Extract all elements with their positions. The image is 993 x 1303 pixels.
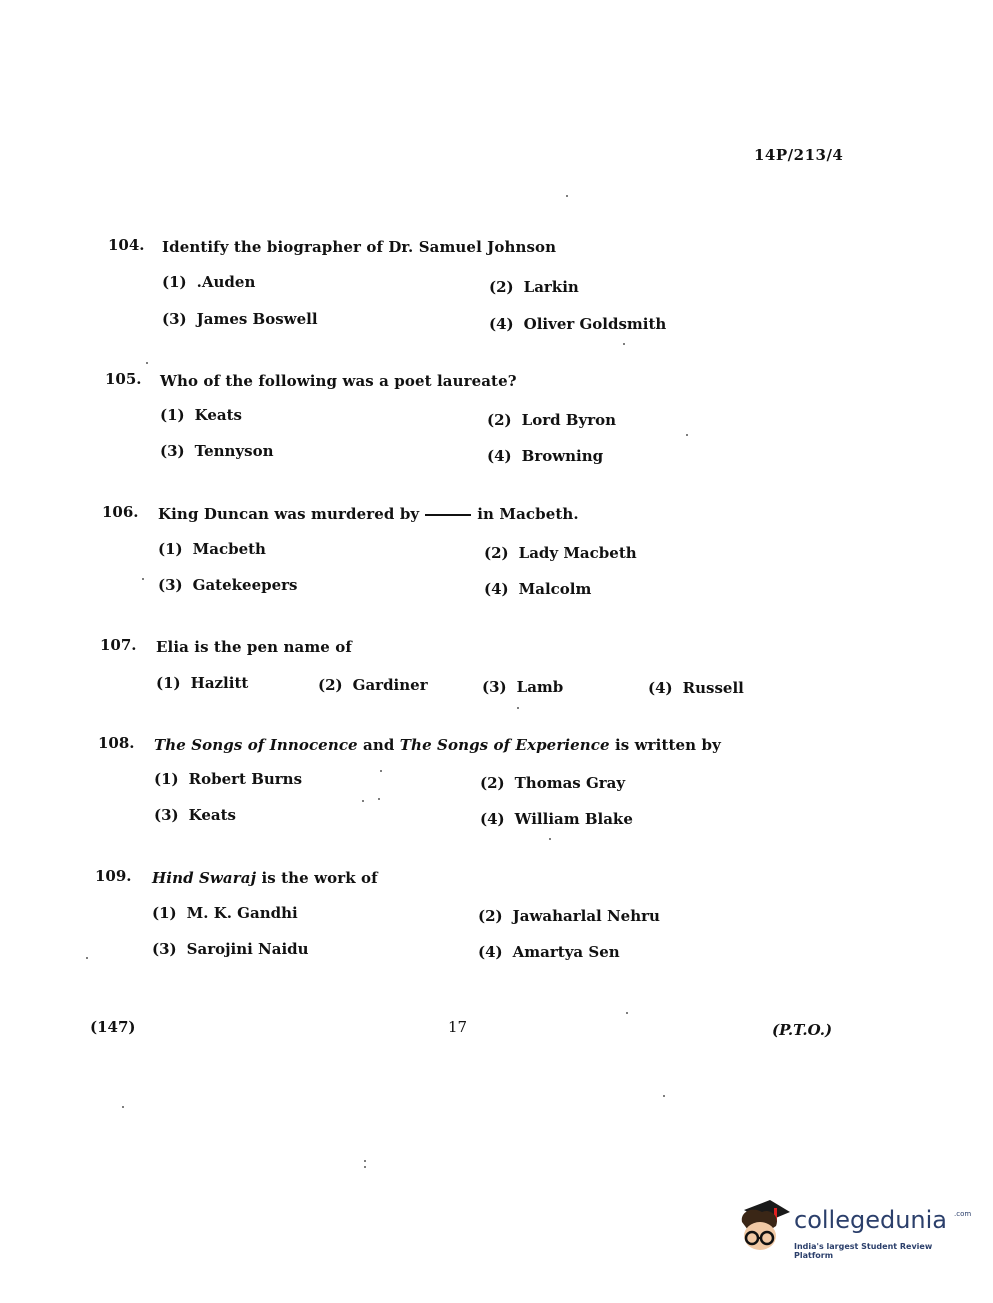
option-3 [154, 806, 236, 824]
option-2 [480, 774, 625, 792]
option-1 [154, 770, 302, 788]
option-number: (1) [156, 674, 181, 692]
question-text-before: King Duncan was murdered by [158, 505, 420, 523]
option-text: Thomas Gray [514, 774, 626, 792]
paper-code: 14P/213/4 [754, 146, 844, 164]
option-text: Lady Macbeth [518, 544, 637, 562]
scan-speck [142, 578, 144, 580]
option-1 [160, 406, 242, 424]
option-text: Amartya Sen [512, 943, 620, 961]
mascot-icon [736, 1196, 792, 1256]
option-1 [152, 904, 298, 922]
option-number: (3) [154, 806, 179, 824]
option-3 [158, 576, 298, 594]
question-number: 107. [100, 636, 137, 654]
question-text-after: is the work of [261, 869, 378, 887]
option-text: Gardiner [352, 676, 428, 694]
option-text: Lamb [516, 678, 564, 696]
option-4 [648, 679, 744, 697]
option-4 [478, 943, 620, 961]
option-text: Hazlitt [190, 674, 249, 692]
question-number: 109. [95, 867, 132, 885]
question-number: 108. [98, 734, 135, 752]
option-text: Larkin [523, 278, 579, 296]
page-number: 17 [448, 1018, 468, 1036]
option-1 [158, 540, 266, 558]
option-2 [484, 544, 637, 562]
question-number: 106. [102, 503, 139, 521]
scan-speck [517, 707, 519, 709]
option-text: Keats [194, 406, 242, 424]
question-text: Elia is the pen name of [156, 638, 352, 656]
option-number: (1) [158, 540, 183, 558]
conjunction: and [363, 736, 395, 754]
option-3 [162, 310, 318, 328]
book-title-experience: The Songs of Experience [399, 736, 610, 754]
option-text: .Auden [196, 273, 256, 291]
option-number: (2) [484, 544, 509, 562]
option-number: (2) [487, 411, 512, 429]
option-number: (3) [160, 442, 185, 460]
question-text [152, 869, 378, 887]
collegedunia-logo [736, 1196, 972, 1260]
option-number: (2) [480, 774, 505, 792]
option-number: (2) [478, 907, 503, 925]
question-text: Identify the biographer of Dr. Samuel Johnson [162, 238, 557, 256]
scan-speck [378, 798, 380, 800]
pto-label: (P.T.O.) [772, 1021, 833, 1039]
option-4 [487, 447, 603, 465]
logo-wordmark: collegedunia [794, 1206, 948, 1234]
option-text: William Blake [514, 810, 633, 828]
scan-speck [566, 195, 568, 197]
option-number: (1) [162, 273, 187, 291]
scan-speck [549, 838, 551, 840]
option-number: (3) [152, 940, 177, 958]
book-title: Hind Swaraj [152, 869, 257, 887]
option-text: Lord Byron [521, 411, 617, 429]
scan-speck [663, 1095, 665, 1097]
scan-speck [626, 1012, 628, 1014]
question-number: 105. [105, 370, 142, 388]
option-text: Gatekeepers [192, 576, 298, 594]
option-number: (4) [480, 810, 505, 828]
option-number: (2) [318, 676, 343, 694]
scan-speck [86, 957, 88, 959]
option-text: M. K. Gandhi [186, 904, 298, 922]
option-number: (1) [152, 904, 177, 922]
logo-tagline: India's largest Student Review Platform [794, 1242, 933, 1260]
option-number: (3) [482, 678, 507, 696]
option-text: Oliver Goldsmith [523, 315, 667, 333]
scan-speck [364, 1160, 366, 1162]
question-text-after: in Macbeth. [477, 505, 579, 523]
option-number: (3) [162, 310, 187, 328]
option-text: Browning [521, 447, 604, 465]
answer-blank [425, 514, 471, 516]
option-4 [484, 580, 591, 598]
scan-speck [686, 434, 688, 436]
option-2 [478, 907, 660, 925]
question-number: 104. [108, 236, 145, 254]
option-text: Tennyson [194, 442, 274, 460]
option-text: James Boswell [196, 310, 318, 328]
option-3 [160, 442, 274, 460]
option-text: Macbeth [192, 540, 266, 558]
question-text-after: is written by [614, 736, 721, 754]
option-number: (1) [160, 406, 185, 424]
option-number: (2) [489, 278, 514, 296]
option-number: (3) [158, 576, 183, 594]
booklet-code: (147) [90, 1018, 136, 1036]
option-number: (4) [489, 315, 514, 333]
option-text: Malcolm [518, 580, 592, 598]
option-number: (4) [648, 679, 673, 697]
option-text: Keats [188, 806, 236, 824]
scan-speck [623, 343, 625, 345]
scan-speck [380, 770, 382, 772]
option-text: Russell [682, 679, 744, 697]
option-3 [482, 678, 563, 696]
option-1 [156, 674, 248, 692]
question-text [158, 505, 579, 523]
scan-speck [362, 800, 364, 802]
option-2 [318, 676, 428, 694]
option-number: (4) [484, 580, 509, 598]
option-4 [480, 810, 633, 828]
option-number: (4) [487, 447, 512, 465]
option-4 [489, 315, 666, 333]
option-number: (1) [154, 770, 179, 788]
scan-speck [364, 1166, 366, 1168]
option-text: Jawaharlal Nehru [512, 907, 660, 925]
question-text [154, 736, 721, 754]
option-text: Sarojini Naidu [186, 940, 309, 958]
option-3 [152, 940, 309, 958]
logo-suffix: .com [954, 1210, 972, 1218]
question-text: Who of the following was a poet laureate? [160, 372, 517, 390]
option-text: Robert Burns [188, 770, 303, 788]
scan-speck [122, 1106, 124, 1108]
option-1 [162, 273, 255, 291]
scan-speck [146, 362, 148, 364]
option-2 [489, 278, 579, 296]
book-title-innocence: The Songs of Innocence [154, 736, 358, 754]
option-number: (4) [478, 943, 503, 961]
option-2 [487, 411, 616, 429]
